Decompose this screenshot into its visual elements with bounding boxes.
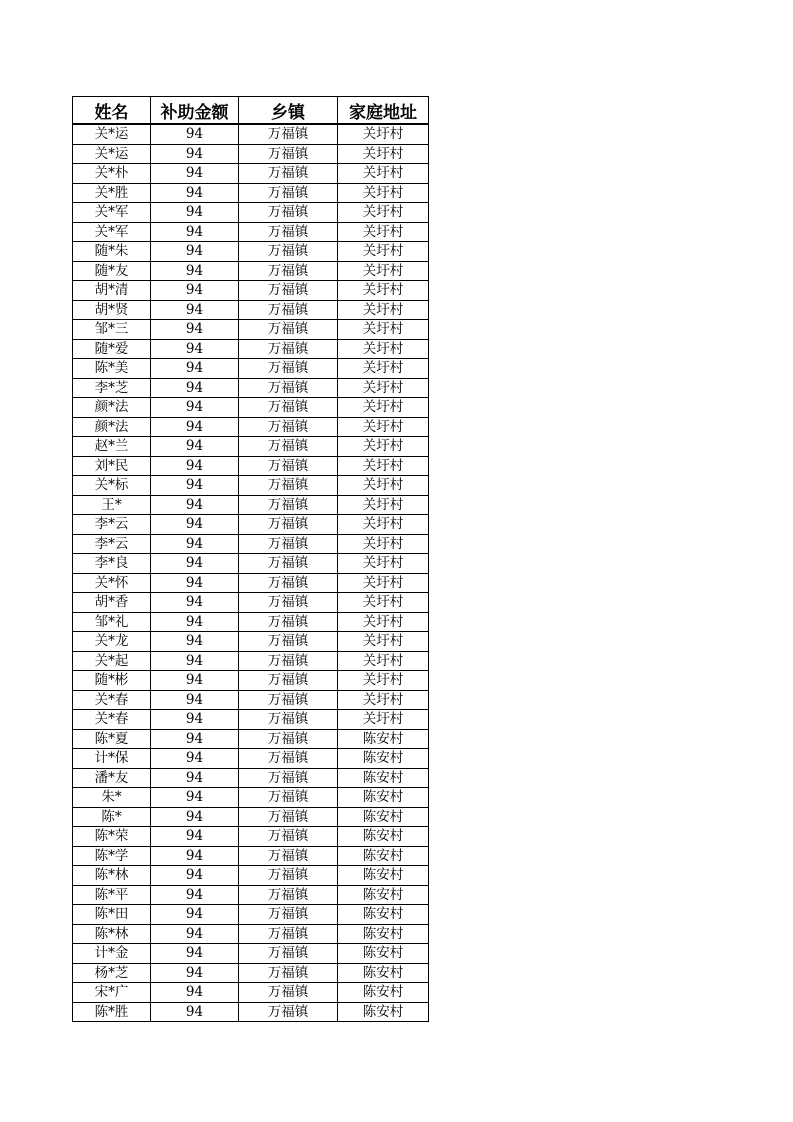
cell-town: 万福镇 — [239, 1002, 338, 1022]
cell-address: 关圩村 — [338, 593, 429, 613]
cell-amount: 94 — [151, 495, 239, 515]
table-row — [73, 495, 429, 515]
cell-name: 关*怀 — [73, 573, 151, 593]
table-row — [73, 710, 429, 730]
cell-address: 关圩村 — [338, 437, 429, 457]
cell-address: 陈安村 — [338, 944, 429, 964]
cell-amount: 94 — [151, 905, 239, 925]
cell-town: 万福镇 — [239, 788, 338, 808]
table-row — [73, 456, 429, 476]
cell-amount: 94 — [151, 866, 239, 886]
cell-name: 陈*胜 — [73, 1002, 151, 1022]
cell-name: 关*朴 — [73, 164, 151, 184]
cell-address: 关圩村 — [338, 144, 429, 164]
cell-town: 万福镇 — [239, 495, 338, 515]
cell-name: 关*运 — [73, 124, 151, 144]
cell-amount: 94 — [151, 339, 239, 359]
table-row — [73, 788, 429, 808]
cell-town: 万福镇 — [239, 300, 338, 320]
cell-address: 陈安村 — [338, 924, 429, 944]
cell-town: 万福镇 — [239, 437, 338, 457]
table-row — [73, 554, 429, 574]
cell-town: 万福镇 — [239, 612, 338, 632]
table-row — [73, 339, 429, 359]
header-amount: 补助金额 — [151, 97, 239, 125]
cell-name: 陈*美 — [73, 359, 151, 379]
cell-name: 关*军 — [73, 203, 151, 223]
cell-town: 万福镇 — [239, 144, 338, 164]
cell-name: 李*云 — [73, 534, 151, 554]
cell-address: 关圩村 — [338, 612, 429, 632]
cell-town: 万福镇 — [239, 417, 338, 437]
table-header-row — [73, 97, 429, 125]
cell-amount: 94 — [151, 554, 239, 574]
cell-amount: 94 — [151, 593, 239, 613]
cell-town: 万福镇 — [239, 164, 338, 184]
cell-amount: 94 — [151, 515, 239, 535]
cell-name: 颜*法 — [73, 417, 151, 437]
cell-town: 万福镇 — [239, 281, 338, 301]
cell-town: 万福镇 — [239, 573, 338, 593]
table-row — [73, 866, 429, 886]
cell-address: 陈安村 — [338, 827, 429, 847]
cell-address: 关圩村 — [338, 554, 429, 574]
cell-amount: 94 — [151, 710, 239, 730]
cell-town: 万福镇 — [239, 398, 338, 418]
cell-amount: 94 — [151, 417, 239, 437]
table-row — [73, 807, 429, 827]
table-row — [73, 1002, 429, 1022]
table-row — [73, 827, 429, 847]
header-name: 姓名 — [73, 97, 151, 125]
cell-amount: 94 — [151, 944, 239, 964]
table-row — [73, 944, 429, 964]
cell-town: 万福镇 — [239, 534, 338, 554]
cell-address: 陈安村 — [338, 807, 429, 827]
cell-name: 李*良 — [73, 554, 151, 574]
cell-address: 关圩村 — [338, 124, 429, 144]
cell-address: 陈安村 — [338, 1002, 429, 1022]
cell-address: 关圩村 — [338, 320, 429, 340]
cell-address: 关圩村 — [338, 261, 429, 281]
cell-name: 陈*平 — [73, 885, 151, 905]
cell-name: 王* — [73, 495, 151, 515]
cell-address: 关圩村 — [338, 339, 429, 359]
cell-address: 关圩村 — [338, 476, 429, 496]
cell-town: 万福镇 — [239, 261, 338, 281]
table-row — [73, 983, 429, 1003]
table-row — [73, 573, 429, 593]
cell-amount: 94 — [151, 242, 239, 262]
cell-address: 陈安村 — [338, 788, 429, 808]
cell-town: 万福镇 — [239, 983, 338, 1003]
cell-name: 关*龙 — [73, 632, 151, 652]
cell-town: 万福镇 — [239, 359, 338, 379]
cell-town: 万福镇 — [239, 905, 338, 925]
table-row — [73, 593, 429, 613]
cell-amount: 94 — [151, 476, 239, 496]
cell-town: 万福镇 — [239, 827, 338, 847]
cell-name: 颜*法 — [73, 398, 151, 418]
cell-name: 关*标 — [73, 476, 151, 496]
cell-town: 万福镇 — [239, 846, 338, 866]
cell-town: 万福镇 — [239, 339, 338, 359]
cell-town: 万福镇 — [239, 885, 338, 905]
cell-name: 随*彬 — [73, 671, 151, 691]
cell-town: 万福镇 — [239, 554, 338, 574]
cell-address: 关圩村 — [338, 359, 429, 379]
cell-address: 关圩村 — [338, 203, 429, 223]
cell-name: 胡*清 — [73, 281, 151, 301]
cell-address: 关圩村 — [338, 671, 429, 691]
cell-amount: 94 — [151, 573, 239, 593]
cell-address: 关圩村 — [338, 495, 429, 515]
cell-name: 陈* — [73, 807, 151, 827]
cell-amount: 94 — [151, 768, 239, 788]
table-body — [73, 124, 429, 1022]
cell-name: 杨*芝 — [73, 963, 151, 983]
table-row — [73, 632, 429, 652]
table-row — [73, 749, 429, 769]
cell-name: 计*保 — [73, 749, 151, 769]
cell-amount: 94 — [151, 203, 239, 223]
cell-amount: 94 — [151, 671, 239, 691]
cell-town: 万福镇 — [239, 203, 338, 223]
cell-amount: 94 — [151, 534, 239, 554]
cell-name: 宋*广 — [73, 983, 151, 1003]
cell-name: 关*春 — [73, 710, 151, 730]
cell-town: 万福镇 — [239, 749, 338, 769]
cell-amount: 94 — [151, 983, 239, 1003]
cell-amount: 94 — [151, 827, 239, 847]
table-row — [73, 222, 429, 242]
cell-amount: 94 — [151, 164, 239, 184]
cell-address: 关圩村 — [338, 534, 429, 554]
cell-name: 陈*荣 — [73, 827, 151, 847]
cell-name: 关*胜 — [73, 183, 151, 203]
table-row — [73, 378, 429, 398]
cell-address: 关圩村 — [338, 573, 429, 593]
cell-amount: 94 — [151, 222, 239, 242]
cell-name: 陈*夏 — [73, 729, 151, 749]
cell-town: 万福镇 — [239, 456, 338, 476]
cell-amount: 94 — [151, 729, 239, 749]
cell-address: 关圩村 — [338, 281, 429, 301]
cell-address: 关圩村 — [338, 398, 429, 418]
cell-amount: 94 — [151, 924, 239, 944]
cell-amount: 94 — [151, 124, 239, 144]
cell-name: 陈*田 — [73, 905, 151, 925]
cell-town: 万福镇 — [239, 690, 338, 710]
table-row — [73, 729, 429, 749]
cell-town: 万福镇 — [239, 768, 338, 788]
cell-amount: 94 — [151, 281, 239, 301]
table-row — [73, 515, 429, 535]
cell-address: 关圩村 — [338, 242, 429, 262]
cell-address: 关圩村 — [338, 300, 429, 320]
cell-name: 随*爱 — [73, 339, 151, 359]
table-row — [73, 183, 429, 203]
cell-amount: 94 — [151, 320, 239, 340]
cell-address: 陈安村 — [338, 749, 429, 769]
cell-address: 关圩村 — [338, 183, 429, 203]
cell-name: 关*春 — [73, 690, 151, 710]
table-row — [73, 885, 429, 905]
table-row — [73, 242, 429, 262]
cell-town: 万福镇 — [239, 124, 338, 144]
table-row — [73, 281, 429, 301]
cell-town: 万福镇 — [239, 183, 338, 203]
cell-name: 随*朱 — [73, 242, 151, 262]
table-row — [73, 534, 429, 554]
table-row — [73, 359, 429, 379]
table-row — [73, 846, 429, 866]
cell-name: 朱* — [73, 788, 151, 808]
cell-town: 万福镇 — [239, 651, 338, 671]
cell-name: 陈*林 — [73, 866, 151, 886]
table-row — [73, 651, 429, 671]
table-row — [73, 671, 429, 691]
cell-town: 万福镇 — [239, 320, 338, 340]
cell-town: 万福镇 — [239, 378, 338, 398]
cell-town: 万福镇 — [239, 807, 338, 827]
cell-town: 万福镇 — [239, 632, 338, 652]
table-row — [73, 144, 429, 164]
cell-amount: 94 — [151, 749, 239, 769]
cell-amount: 94 — [151, 359, 239, 379]
table-row — [73, 963, 429, 983]
cell-address: 陈安村 — [338, 983, 429, 1003]
cell-town: 万福镇 — [239, 222, 338, 242]
table-row — [73, 476, 429, 496]
cell-address: 关圩村 — [338, 222, 429, 242]
cell-name: 关*运 — [73, 144, 151, 164]
cell-town: 万福镇 — [239, 710, 338, 730]
cell-town: 万福镇 — [239, 593, 338, 613]
cell-name: 李*芝 — [73, 378, 151, 398]
cell-name: 赵*兰 — [73, 437, 151, 457]
cell-name: 胡*香 — [73, 593, 151, 613]
table-row — [73, 261, 429, 281]
cell-address: 陈安村 — [338, 729, 429, 749]
cell-address: 关圩村 — [338, 632, 429, 652]
cell-name: 关*军 — [73, 222, 151, 242]
table-row — [73, 690, 429, 710]
cell-town: 万福镇 — [239, 242, 338, 262]
table-row — [73, 300, 429, 320]
cell-address: 关圩村 — [338, 651, 429, 671]
cell-amount: 94 — [151, 651, 239, 671]
cell-address: 陈安村 — [338, 846, 429, 866]
cell-address: 关圩村 — [338, 710, 429, 730]
cell-town: 万福镇 — [239, 515, 338, 535]
cell-town: 万福镇 — [239, 476, 338, 496]
cell-town: 万福镇 — [239, 924, 338, 944]
cell-amount: 94 — [151, 612, 239, 632]
cell-name: 陈*林 — [73, 924, 151, 944]
table-row — [73, 203, 429, 223]
cell-town: 万福镇 — [239, 963, 338, 983]
cell-address: 陈安村 — [338, 768, 429, 788]
cell-amount: 94 — [151, 437, 239, 457]
cell-name: 潘*友 — [73, 768, 151, 788]
cell-name: 计*金 — [73, 944, 151, 964]
table-row — [73, 905, 429, 925]
table-row — [73, 768, 429, 788]
table-row — [73, 612, 429, 632]
table-row — [73, 437, 429, 457]
table-row — [73, 164, 429, 184]
table-row — [73, 417, 429, 437]
cell-address: 关圩村 — [338, 378, 429, 398]
cell-amount: 94 — [151, 632, 239, 652]
cell-address: 陈安村 — [338, 905, 429, 925]
cell-town: 万福镇 — [239, 944, 338, 964]
cell-amount: 94 — [151, 183, 239, 203]
subsidy-table — [72, 96, 429, 1022]
cell-amount: 94 — [151, 398, 239, 418]
cell-name: 随*友 — [73, 261, 151, 281]
table-row — [73, 124, 429, 144]
cell-town: 万福镇 — [239, 671, 338, 691]
table-row — [73, 320, 429, 340]
cell-amount: 94 — [151, 788, 239, 808]
cell-amount: 94 — [151, 456, 239, 476]
table-row — [73, 924, 429, 944]
cell-name: 邹*三 — [73, 320, 151, 340]
table-row — [73, 398, 429, 418]
cell-amount: 94 — [151, 846, 239, 866]
cell-address: 陈安村 — [338, 866, 429, 886]
cell-address: 关圩村 — [338, 164, 429, 184]
cell-address: 关圩村 — [338, 690, 429, 710]
cell-name: 陈*学 — [73, 846, 151, 866]
cell-address: 关圩村 — [338, 456, 429, 476]
cell-amount: 94 — [151, 963, 239, 983]
cell-name: 胡*贤 — [73, 300, 151, 320]
cell-amount: 94 — [151, 885, 239, 905]
cell-name: 刘*民 — [73, 456, 151, 476]
cell-address: 陈安村 — [338, 885, 429, 905]
cell-address: 陈安村 — [338, 963, 429, 983]
cell-address: 关圩村 — [338, 417, 429, 437]
header-town: 乡镇 — [239, 97, 338, 125]
cell-town: 万福镇 — [239, 866, 338, 886]
cell-name: 关*起 — [73, 651, 151, 671]
header-address: 家庭地址 — [338, 97, 429, 125]
cell-amount: 94 — [151, 378, 239, 398]
cell-address: 关圩村 — [338, 515, 429, 535]
cell-amount: 94 — [151, 1002, 239, 1022]
cell-town: 万福镇 — [239, 729, 338, 749]
cell-name: 邹*礼 — [73, 612, 151, 632]
cell-amount: 94 — [151, 300, 239, 320]
cell-name: 李*云 — [73, 515, 151, 535]
cell-amount: 94 — [151, 261, 239, 281]
cell-amount: 94 — [151, 690, 239, 710]
cell-amount: 94 — [151, 144, 239, 164]
cell-amount: 94 — [151, 807, 239, 827]
